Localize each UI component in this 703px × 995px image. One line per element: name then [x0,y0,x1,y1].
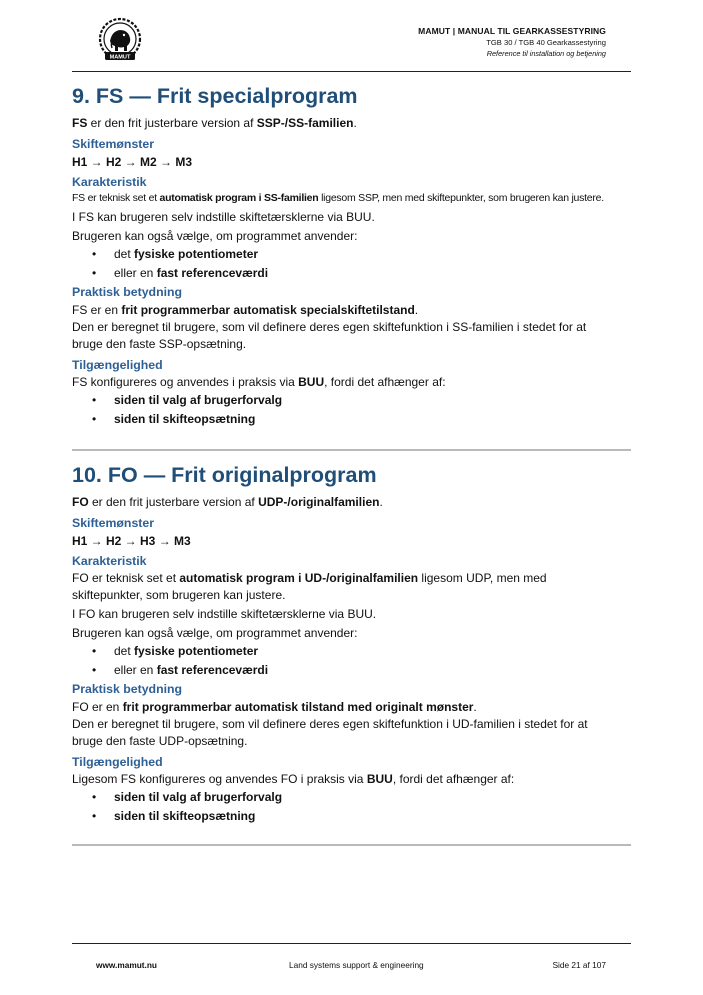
logo-text: MAMUT [109,54,131,61]
practical-heading: Praktisk betydning [72,285,183,299]
intro-text: FO er den frit justerbare version af UDP-/originalfamilien. [72,495,383,509]
section-divider [72,449,631,451]
section-divider [72,844,631,846]
practical-text: Den er beregnet til brugere, som vil definere deres egen skiftefunktion i SS-familien i stedet for at bruge den faste SSP-opsætning. [72,320,587,351]
list-item: • siden til skifteopsætning [92,809,256,823]
section-heading: 10. FO — Frit originalprogram [72,463,377,487]
section-fs [72,81,632,429]
options-list [72,642,632,680]
section-fo [72,460,632,826]
characteristic-text: Brugeren kan også vælge, om programmet anvender: [72,229,358,243]
options-list [72,245,632,283]
dependency-list [72,788,632,826]
availability-heading: Tilgængelighed [72,358,163,372]
practical-text: FO er en frit programmerbar automatisk tilstand med originalt mønster. [72,700,477,714]
page-header [418,26,606,59]
practical-text: Den er beregnet til brugere, som vil definere deres egen skiftefunktion i UD-familien i stedet for at bruge den faste UDP-opsætning. [72,717,588,748]
list-item: • siden til skifteopsætning [92,412,256,426]
dependency-list [72,391,632,429]
footer-website[interactable]: www.mamut.nu [96,960,157,970]
practical-text: FS er en frit programmerbar automatisk specialskiftetilstand. [72,303,419,317]
shift-pattern: H1 → H2 → H3 → M3 [72,534,191,548]
list-item: • siden til valg af brugerforvalg [92,790,283,804]
footer-tagline: Land systems support & engineering [289,960,424,970]
intro-text: FS er den frit justerbare version af SSP-/SS-familien. [72,116,357,130]
characteristic-text: FS er teknisk set et automatisk program i SS-familien ligesom SSP, men med skiftepunkter, som brugeren kan justere. [72,192,604,204]
list-item: • siden til valg af brugerforvalg [92,393,283,407]
page-number: Side 21 af 107 [552,960,606,970]
availability-text: FS konfigureres og anvendes i praksis via BUU, fordi det afhænger af: [72,375,446,389]
availability-text: Ligesom FS konfigureres og anvendes FO i praksis via BUU, fordi det afhænger af: [72,772,515,786]
characteristic-heading: Karakteristik [72,554,147,568]
characteristic-text: FO er teknisk set et automatisk program i UD-/originalfamilien ligesom UDP, men med skiftepunkter, som brugeren kan justere. [72,571,547,602]
header-divider [72,71,631,72]
section-heading: 9. FS — Frit specialprogram [72,84,358,108]
shift-pattern: H1 → H2 → M2 → M3 [72,155,193,169]
shift-pattern-heading: Skiftemønster [72,516,155,530]
list-item: • det fysiske potentiometer [92,247,259,261]
characteristic-text: I FS kan brugeren selv indstille skiftetærsklerne via BUU. [72,210,375,224]
header-title: MAMUT | MANUAL TIL GEARKASSESTYRING [418,26,606,36]
list-item: • det fysiske potentiometer [92,644,259,658]
header-subtitle: TGB 30 / TGB 40 Gearkassestyring [486,38,606,47]
characteristic-heading: Karakteristik [72,175,147,189]
availability-heading: Tilgængelighed [72,755,163,769]
footer-divider [72,943,631,944]
characteristic-text: I FO kan brugeren selv indstille skiftetærsklerne via BUU. [72,607,377,621]
mamut-logo [96,17,144,63]
header-reference: Reference til installation og betjening [486,49,606,58]
characteristic-text: Brugeren kan også vælge, om programmet anvender: [72,626,358,640]
list-item: • eller en fast referenceværdi [92,266,269,280]
shift-pattern-heading: Skiftemønster [72,137,155,151]
practical-heading: Praktisk betydning [72,682,183,696]
list-item: • eller en fast referenceværdi [92,663,269,677]
